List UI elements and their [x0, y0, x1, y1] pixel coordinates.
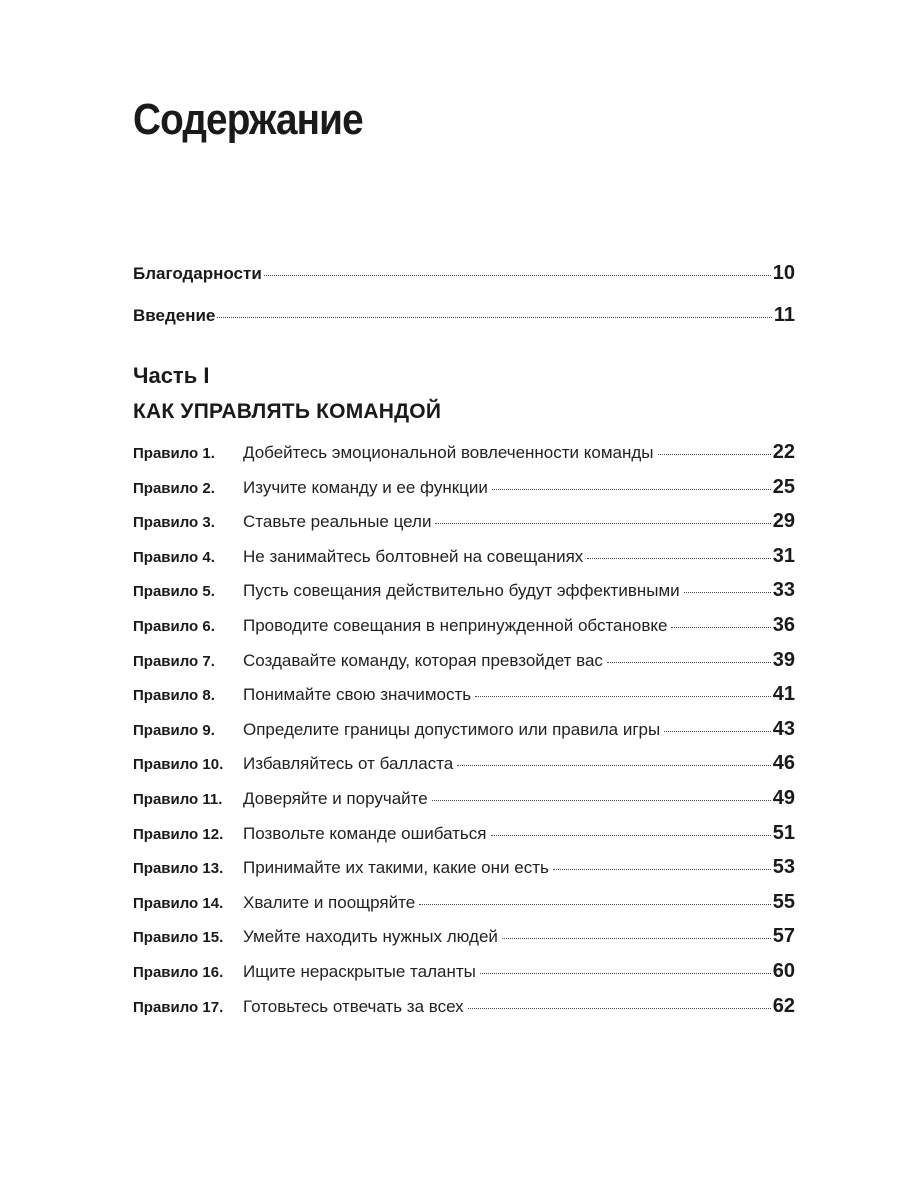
rule-number: Правило 9.	[133, 721, 215, 739]
toc-rule-row[interactable]	[133, 614, 795, 642]
dot-leader	[264, 275, 771, 276]
dot-leader	[553, 869, 771, 870]
rule-title: Позвольте команде ошибаться	[243, 823, 487, 843]
rule-page: 53	[772, 856, 795, 879]
toc-entry-acknowledgements[interactable]	[133, 262, 795, 290]
rule-page: 51	[772, 821, 795, 844]
toc-rule-row[interactable]	[133, 441, 795, 469]
dot-leader	[684, 592, 771, 593]
toc-entry-label: Благодарности	[133, 264, 262, 283]
rule-number: Правило 13.	[133, 860, 224, 878]
rule-title: Избавляйтесь от балласта	[243, 754, 454, 774]
dot-leader	[658, 454, 771, 455]
toc-rule-row[interactable]	[133, 960, 795, 988]
rule-page: 62	[772, 994, 795, 1017]
rule-number: Правило 15.	[133, 929, 224, 947]
rule-page: 22	[772, 441, 795, 463]
rule-number: Правило 11.	[133, 791, 223, 808]
toc-entry-introduction[interactable]	[133, 304, 795, 332]
rule-title: Пусть совещания действительно будут эффективными	[243, 581, 680, 601]
rule-title: Хвалите и поощряйте	[243, 892, 416, 912]
rule-number: Правило 1.	[133, 445, 215, 462]
part-label: Часть I	[133, 363, 210, 388]
rule-page: 25	[772, 475, 795, 498]
dot-leader	[432, 800, 771, 801]
rule-number: Правило 16.	[133, 964, 224, 981]
toc-rule-row[interactable]	[133, 856, 795, 884]
toc-rule-row[interactable]	[133, 822, 795, 850]
toc-rule-row[interactable]	[133, 476, 795, 504]
dot-leader	[468, 1008, 771, 1009]
rule-title: Создавайте команду, которая превзойдет вас	[243, 650, 603, 670]
rule-title: Ставьте реальные цели	[243, 512, 432, 532]
rule-page: 49	[772, 787, 795, 809]
dot-leader	[491, 835, 771, 836]
part-title: КАК УПРАВЛЯТЬ КОМАНДОЙ	[133, 400, 442, 423]
rule-title: Проводите совещания в непринужденной обстановке	[243, 616, 668, 635]
rule-title: Ищите нераскрытые таланты	[243, 962, 476, 981]
rule-title: Определите границы допустимого или правила игры	[243, 719, 661, 739]
rule-number: Правило 8.	[133, 687, 215, 705]
rule-title: Принимайте их такими, какие они есть	[243, 858, 549, 878]
dot-leader	[475, 696, 771, 697]
rule-number: Правило 5.	[133, 583, 215, 601]
rule-title: Не занимайтесь болтовней на совещаниях	[243, 546, 584, 566]
toc-rule-row[interactable]	[133, 925, 795, 953]
page-title: Содержание	[133, 95, 363, 144]
rule-number: Правило 2.	[133, 479, 215, 497]
toc-rule-row[interactable]	[133, 510, 795, 538]
dot-leader	[492, 489, 771, 490]
dot-leader	[419, 904, 771, 905]
toc-rule-row[interactable]	[133, 579, 795, 607]
dot-leader	[607, 662, 771, 663]
toc-entry-page: 10	[772, 262, 795, 284]
dot-leader	[502, 938, 771, 939]
rule-title: Изучите команду и ее функции	[243, 477, 488, 497]
toc-rule-row[interactable]	[133, 891, 795, 919]
rule-number: Правило 10.	[133, 756, 224, 774]
rule-page: 43	[772, 717, 795, 740]
toc-rule-row[interactable]	[133, 718, 795, 746]
toc-entry-label: Введение	[133, 306, 216, 325]
rule-title: Готовьтесь отвечать за всех	[243, 996, 464, 1016]
dot-leader	[664, 731, 771, 732]
rule-page: 41	[772, 683, 795, 706]
rule-page: 39	[772, 648, 795, 671]
rule-number: Правило 12.	[133, 825, 224, 843]
rule-title: Доверяйте и поручайте	[243, 789, 428, 808]
rule-number: Правило 3.	[133, 514, 215, 532]
rule-number: Правило 7.	[133, 652, 215, 670]
toc-rule-row[interactable]	[133, 545, 795, 573]
rule-page: 57	[772, 925, 795, 948]
toc-rule-row[interactable]	[133, 649, 795, 677]
toc-rule-row[interactable]	[133, 752, 795, 780]
rule-number: Правило 17.	[133, 998, 224, 1016]
rule-title: Умейте находить нужных людей	[243, 927, 498, 947]
rule-number: Правило 6.	[133, 618, 215, 635]
rule-page: 31	[772, 544, 795, 567]
toc-rule-row[interactable]	[133, 995, 795, 1023]
rule-page: 33	[772, 579, 795, 602]
rule-page: 46	[772, 752, 795, 775]
rule-page: 29	[772, 510, 795, 533]
rule-page: 55	[772, 890, 795, 913]
toc-rule-row[interactable]	[133, 787, 795, 815]
dot-leader	[217, 317, 771, 318]
rule-number: Правило 4.	[133, 548, 215, 566]
rule-page: 36	[772, 614, 795, 636]
rule-title: Понимайте свою значимость	[243, 685, 472, 705]
rule-title: Добейтесь эмоциональной вовлеченности команды	[243, 443, 654, 462]
rule-page: 60	[772, 960, 795, 982]
toc-rule-row[interactable]	[133, 683, 795, 711]
dot-leader	[587, 558, 770, 559]
dot-leader	[457, 765, 770, 766]
toc-entry-page: 11	[773, 304, 795, 326]
dot-leader	[480, 973, 771, 974]
rule-number: Правило 14.	[133, 894, 224, 912]
dot-leader	[435, 523, 770, 524]
dot-leader	[671, 627, 770, 628]
